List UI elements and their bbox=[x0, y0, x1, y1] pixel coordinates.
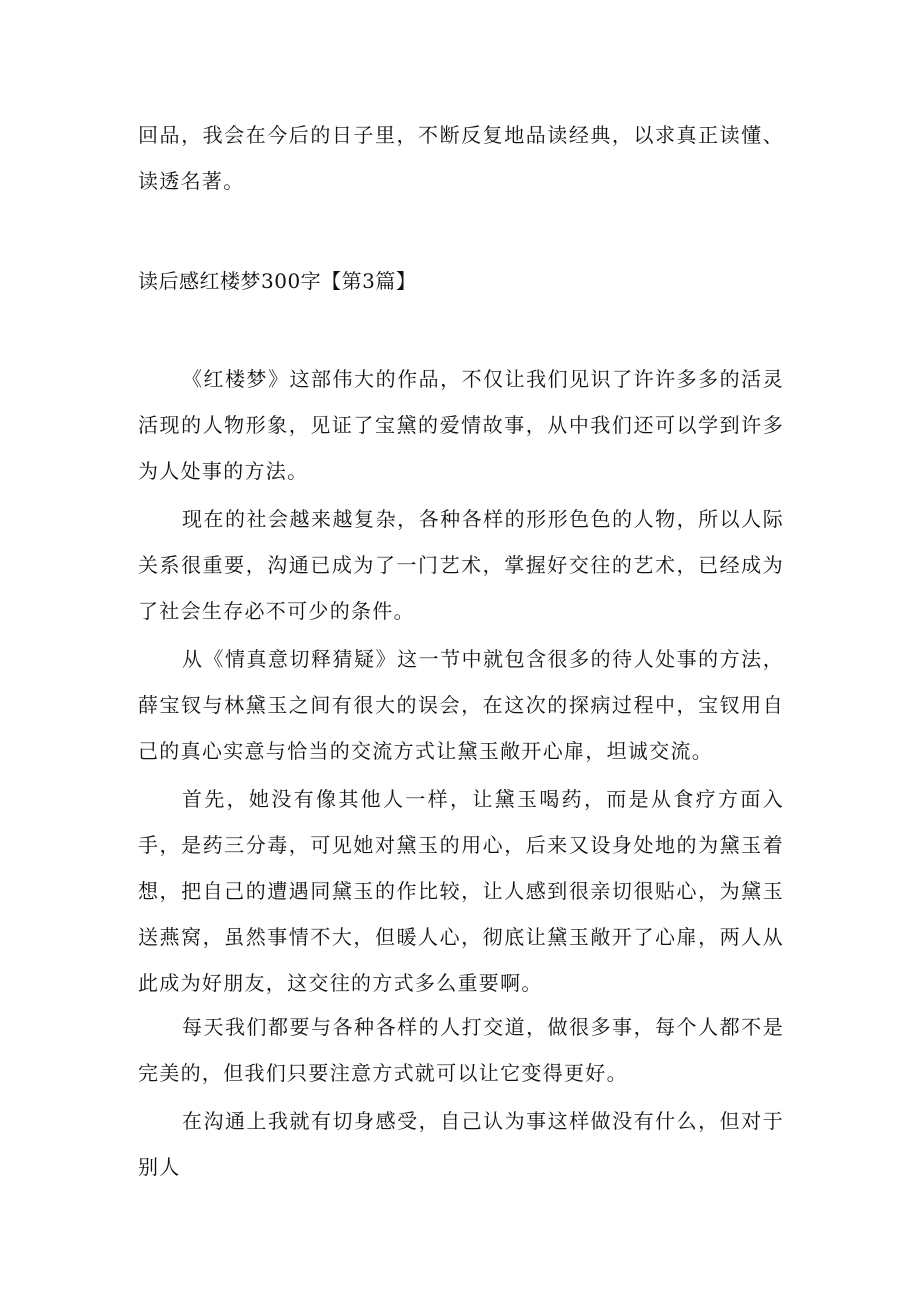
paragraph-first: 首先，她没有像其他人一样，让黛玉喝药，而是从食疗方面入手，是药三分毒，可见她对黛玉的用心，后来又设身处地的为黛玉着想，把自己的遭遇同黛玉的作比较，让人感到很亲切很贴心，为黛玉送燕窝，虽然事情不大，但暖人心，彻底让黛玉敞开了心扉，两人从此成为好朋友，这交往的方式多么重要啊。 bbox=[138, 787, 784, 995]
section-heading: 读后感红楼梦300字【第3篇】 bbox=[138, 269, 417, 293]
paragraph-intro: 《红楼梦》这部伟大的作品，不仅让我们见识了许许多多的活灵活现的人物形象，见证了宝黛的爱情故事，从中我们还可以学到许多为人处事的方法。 bbox=[138, 367, 784, 483]
paragraph-daily: 每天我们都要与各种各样的人打交道，做很多事，每个人都不是完美的，但我们只要注意方式就可以让它变得更好。 bbox=[138, 1015, 784, 1085]
paragraph-communication: 在沟通上我就有切身感受，自己认为事这样做没有什么，但对于别人 bbox=[138, 1109, 784, 1179]
paragraph-chapter: 从《情真意切释猜疑》这一节中就包含很多的待人处事的方法，薛宝钗与林黛玉之间有很大的误会，在这次的探病过程中，宝钗用自己的真心实意与恰当的交流方式让黛玉敞开心扉，坦诚交流。 bbox=[138, 647, 784, 763]
paragraph-continued: 回品，我会在今后的日子里，不断反复地品读经典，以求真正读懂、读透名著。 bbox=[138, 123, 784, 193]
paragraph-society: 现在的社会越来越复杂，各种各样的形形色色的人物，所以人际关系很重要，沟通已成为了一门艺术，掌握好交往的艺术，已经成为了社会生存必不可少的条件。 bbox=[138, 507, 784, 623]
